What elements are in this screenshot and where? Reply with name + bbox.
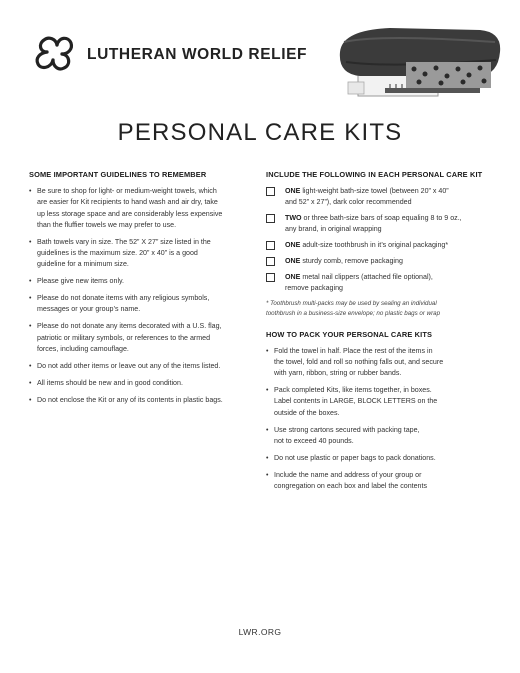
list-item: • Do not add other items or leave out any of the items listed. bbox=[29, 361, 253, 372]
guidelines-list bbox=[29, 186, 253, 406]
list-item: • Bath towels vary in size. The 52” X 27” size listed in the guidelines is the maximum size. 20” x 40” is a good guideline for a minimum size. bbox=[29, 237, 253, 271]
pack-list bbox=[266, 346, 500, 493]
org-name: LUTHERAN WORLD RELIEF bbox=[87, 46, 308, 63]
list-item: • Do not enclose the Kit or any of its contents in plastic bags. bbox=[29, 395, 253, 406]
list-item: • Do not use plastic or paper bags to pack donations. bbox=[266, 453, 500, 464]
include-heading: INCLUDE THE FOLLOWING IN EACH PERSONAL CARE KIT bbox=[266, 170, 483, 179]
checkbox[interactable] bbox=[266, 214, 275, 223]
checkbox[interactable] bbox=[266, 273, 275, 282]
page-title: PERSONAL CARE KITS bbox=[117, 119, 403, 146]
trefoil-logo-icon bbox=[30, 30, 76, 76]
checkbox[interactable] bbox=[266, 187, 275, 196]
list-item: • Please do not donate items with any religious symbols, messages or your group’s name. bbox=[29, 293, 253, 316]
checklist-item: ONE light-weight bath-size towel (between 20” x 40” and 52” x 27”), dark color recommended bbox=[266, 186, 500, 209]
header bbox=[0, 0, 520, 95]
checkbox[interactable] bbox=[266, 257, 275, 266]
pack-heading: HOW TO PACK YOUR PERSONAL CARE KITS bbox=[266, 329, 433, 339]
guidelines-column bbox=[29, 170, 253, 412]
checkbox[interactable] bbox=[266, 241, 275, 250]
list-item: • Include the name and address of your group or congregation on each box and label the contents bbox=[266, 470, 500, 493]
kit-contents-column bbox=[266, 170, 500, 498]
checklist-item: TWO or three bath-size bars of soap equaling 8 to 9 oz., any brand, in original wrapping bbox=[266, 213, 500, 236]
list-item: • Fold the towel in half. Place the rest of the items in the towel, fold and roll so nothing falls out, and secure with yarn, ribbon, string or rubber bands. bbox=[266, 346, 500, 380]
list-item: • Use strong cartons secured with packing tape, not to exceed 40 pounds. bbox=[266, 425, 500, 448]
list-item: • Please give new items only. bbox=[29, 276, 253, 287]
guidelines-heading: SOME IMPORTANT GUIDELINES TO REMEMBER bbox=[29, 170, 207, 179]
list-item: • All items should be new and in good condition. bbox=[29, 378, 253, 389]
kit-checklist bbox=[266, 186, 500, 294]
list-item: • Be sure to shop for light- or medium-weight towels, which are easier for Kit recipients to hand wash and air dry, take up less storage space and are considerably less expensive than the fluffier towels we may prefer to use. bbox=[29, 186, 253, 231]
list-item: • Pack completed Kits, like items together, in boxes. Label contents in LARGE, BLOCK LETTERS on the outside of the boxes. bbox=[266, 385, 500, 419]
rolled-towel-kit-photo bbox=[330, 22, 505, 100]
checklist-item: ONE sturdy comb, remove packaging bbox=[266, 256, 500, 267]
list-item: • Please do not donate any items decorated with a U.S. flag, patriotic or military symbols, or references to the armed forces, including camouflage. bbox=[29, 321, 253, 355]
toothbrush-note: * Toothbrush multi-packs may be used by sealing an individual toothbrush in a business-size envelope; no plastic bags or wrap bbox=[266, 300, 441, 317]
checklist-item: ONE metal nail clippers (attached file optional), remove packaging bbox=[266, 272, 500, 295]
checklist-item: ONE adult-size toothbrush in it’s original packaging* bbox=[266, 240, 500, 251]
footer-url[interactable]: LWR.ORG bbox=[238, 627, 282, 637]
